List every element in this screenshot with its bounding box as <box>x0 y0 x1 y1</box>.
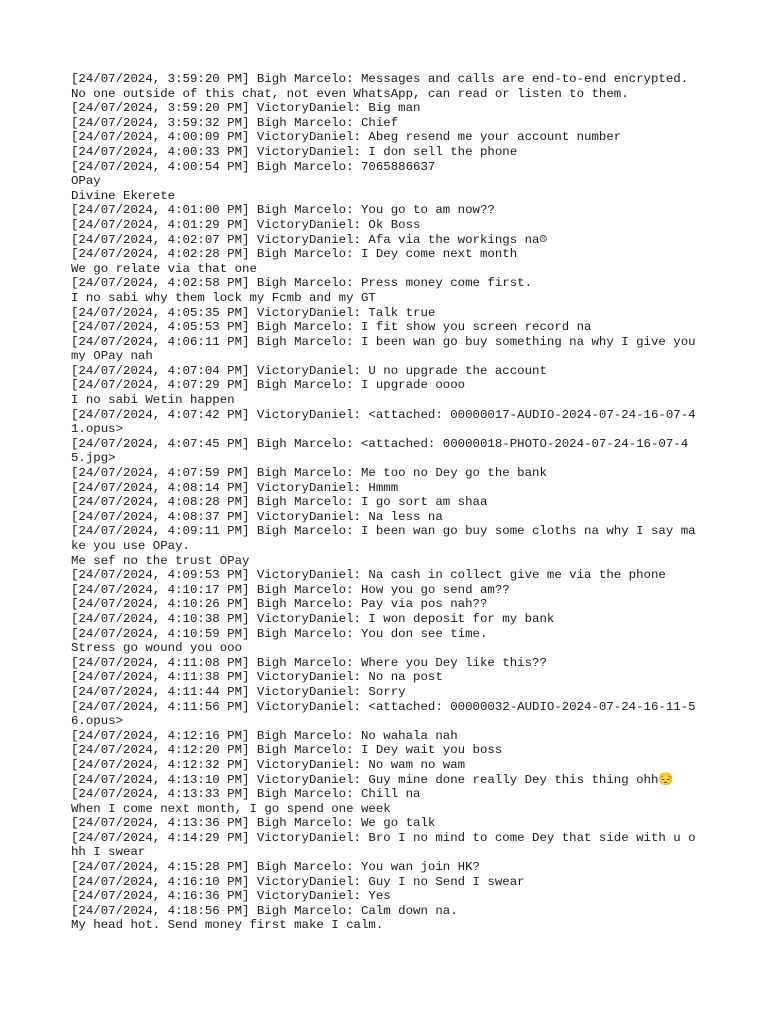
transcript-line: [24/07/2024, 4:11:38 PM] VictoryDaniel: No na post <box>71 670 443 685</box>
transcript-line: [24/07/2024, 4:08:28 PM] Bigh Marcelo: I go sort am shaa <box>71 495 488 510</box>
transcript-line: [24/07/2024, 4:01:29 PM] VictoryDaniel: Ok Boss <box>71 217 421 232</box>
chat-transcript <box>71 72 704 933</box>
transcript-line: OPay <box>71 174 101 189</box>
transcript-line: [24/07/2024, 4:07:45 PM] Bigh Marcelo: <attached: 00000018-PHOTO-2024-07-24-16-07-45.jpg> <box>71 436 689 466</box>
transcript-line: I no sabi why them lock my Fcmb and my GT <box>71 290 376 305</box>
transcript-line: [24/07/2024, 4:02:28 PM] Bigh Marcelo: I Dey come next month <box>71 247 518 262</box>
transcript-line: [24/07/2024, 4:16:10 PM] VictoryDaniel: Guy I no Send I swear <box>71 874 525 889</box>
transcript-line: [24/07/2024, 4:13:10 PM] VictoryDaniel: Guy mine done really Dey this thing ohh😔 <box>71 772 674 787</box>
transcript-line: [24/07/2024, 4:12:20 PM] Bigh Marcelo: I Dey wait you boss <box>71 743 503 758</box>
transcript-line: [24/07/2024, 3:59:20 PM] VictoryDaniel: Big man <box>71 101 421 116</box>
transcript-line: [24/07/2024, 4:08:37 PM] VictoryDaniel: Na less na <box>71 509 443 524</box>
transcript-line: [24/07/2024, 4:07:04 PM] VictoryDaniel: U no upgrade the account <box>71 363 547 378</box>
transcript-line: We go relate via that one <box>71 261 257 276</box>
transcript-line: [24/07/2024, 4:14:29 PM] VictoryDaniel: Bro I no mind to come Dey that side with u ohh I swear <box>71 830 696 860</box>
transcript-line: [24/07/2024, 4:18:56 PM] Bigh Marcelo: Calm down na. <box>71 903 458 918</box>
transcript-line: [24/07/2024, 4:15:28 PM] Bigh Marcelo: You wan join HK? <box>71 860 480 875</box>
transcript-line: [24/07/2024, 4:05:53 PM] Bigh Marcelo: I fit show you screen record na <box>71 320 592 335</box>
transcript-line: [24/07/2024, 4:00:54 PM] Bigh Marcelo: 7065886637 <box>71 159 436 174</box>
transcript-line: Divine Ekerete <box>71 188 176 203</box>
transcript-line: [24/07/2024, 4:09:11 PM] Bigh Marcelo: I been wan go buy some cloths na why I say make you use OPay. <box>71 524 696 553</box>
transcript-line: [24/07/2024, 4:08:14 PM] VictoryDaniel: Hmmm <box>71 480 399 495</box>
transcript-line: [24/07/2024, 4:00:09 PM] VictoryDaniel: Abeg resend me your account number <box>71 130 622 145</box>
transcript-line: [24/07/2024, 4:13:36 PM] Bigh Marcelo: We go talk <box>71 816 436 831</box>
transcript-line: [24/07/2024, 4:00:33 PM] VictoryDaniel: I don sell the phone <box>71 144 518 159</box>
transcript-line: [24/07/2024, 4:11:44 PM] VictoryDaniel: Sorry <box>71 684 406 699</box>
transcript-line: [24/07/2024, 4:07:29 PM] Bigh Marcelo: I upgrade oooo <box>71 378 466 393</box>
transcript-line: [24/07/2024, 4:02:58 PM] Bigh Marcelo: Press money come first. <box>71 276 533 291</box>
transcript-line: [24/07/2024, 3:59:20 PM] Bigh Marcelo: Messages and calls are end-to-end encrypted. No one outside of this chat, not even WhatsApp, can read or listen to them. <box>71 72 696 101</box>
transcript-line: [24/07/2024, 4:12:32 PM] VictoryDaniel: No wam no wam <box>71 757 466 772</box>
transcript-line: Stress go wound you ooo <box>71 641 243 656</box>
transcript-line: [24/07/2024, 4:07:42 PM] VictoryDaniel: <attached: 00000017-AUDIO-2024-07-24-16-07-41.opus> <box>71 407 696 437</box>
transcript-line: Me sef no the trust OPay <box>71 553 250 568</box>
transcript-line: [24/07/2024, 4:01:00 PM] Bigh Marcelo: You go to am now?? <box>71 203 495 218</box>
transcript-line: [24/07/2024, 4:05:35 PM] VictoryDaniel: Talk true <box>71 305 436 320</box>
transcript-line: [24/07/2024, 4:02:07 PM] VictoryDaniel: Afa via the workings na☹ <box>71 232 547 247</box>
transcript-line: [24/07/2024, 4:10:26 PM] Bigh Marcelo: Pay via pos nah?? <box>71 597 488 612</box>
transcript-line: [24/07/2024, 4:06:11 PM] Bigh Marcelo: I been wan go buy something na why I give you my OPay nah <box>71 334 704 364</box>
transcript-line: [24/07/2024, 4:12:16 PM] Bigh Marcelo: No wahala nah <box>71 728 458 743</box>
transcript-line: [24/07/2024, 4:09:53 PM] VictoryDaniel: Na cash in collect give me via the phone <box>71 568 666 583</box>
transcript-line: [24/07/2024, 4:10:17 PM] Bigh Marcelo: How you go send am?? <box>71 582 510 597</box>
transcript-line: [24/07/2024, 4:07:59 PM] Bigh Marcelo: Me too no Dey go the bank <box>71 466 547 481</box>
transcript-line: I no sabi Wetin happen <box>71 393 235 408</box>
transcript-line: [24/07/2024, 4:10:38 PM] VictoryDaniel: I won deposit for my bank <box>71 611 555 626</box>
transcript-line: [24/07/2024, 4:11:56 PM] VictoryDaniel: <attached: 00000032-AUDIO-2024-07-24-16-11-56.opus> <box>71 699 696 729</box>
transcript-line: [24/07/2024, 3:59:32 PM] Bigh Marcelo: Chief <box>71 115 399 130</box>
transcript-line: My head hot. Send money first make I calm. <box>71 918 384 933</box>
transcript-line: [24/07/2024, 4:11:08 PM] Bigh Marcelo: Where you Dey like this?? <box>71 655 547 670</box>
transcript-line: [24/07/2024, 4:13:33 PM] Bigh Marcelo: Chill na <box>71 787 421 802</box>
transcript-line: [24/07/2024, 4:16:36 PM] VictoryDaniel: Yes <box>71 889 391 904</box>
transcript-line: When I come next month, I go spend one week <box>71 801 391 816</box>
transcript-line: [24/07/2024, 4:10:59 PM] Bigh Marcelo: You don see time. <box>71 626 488 641</box>
